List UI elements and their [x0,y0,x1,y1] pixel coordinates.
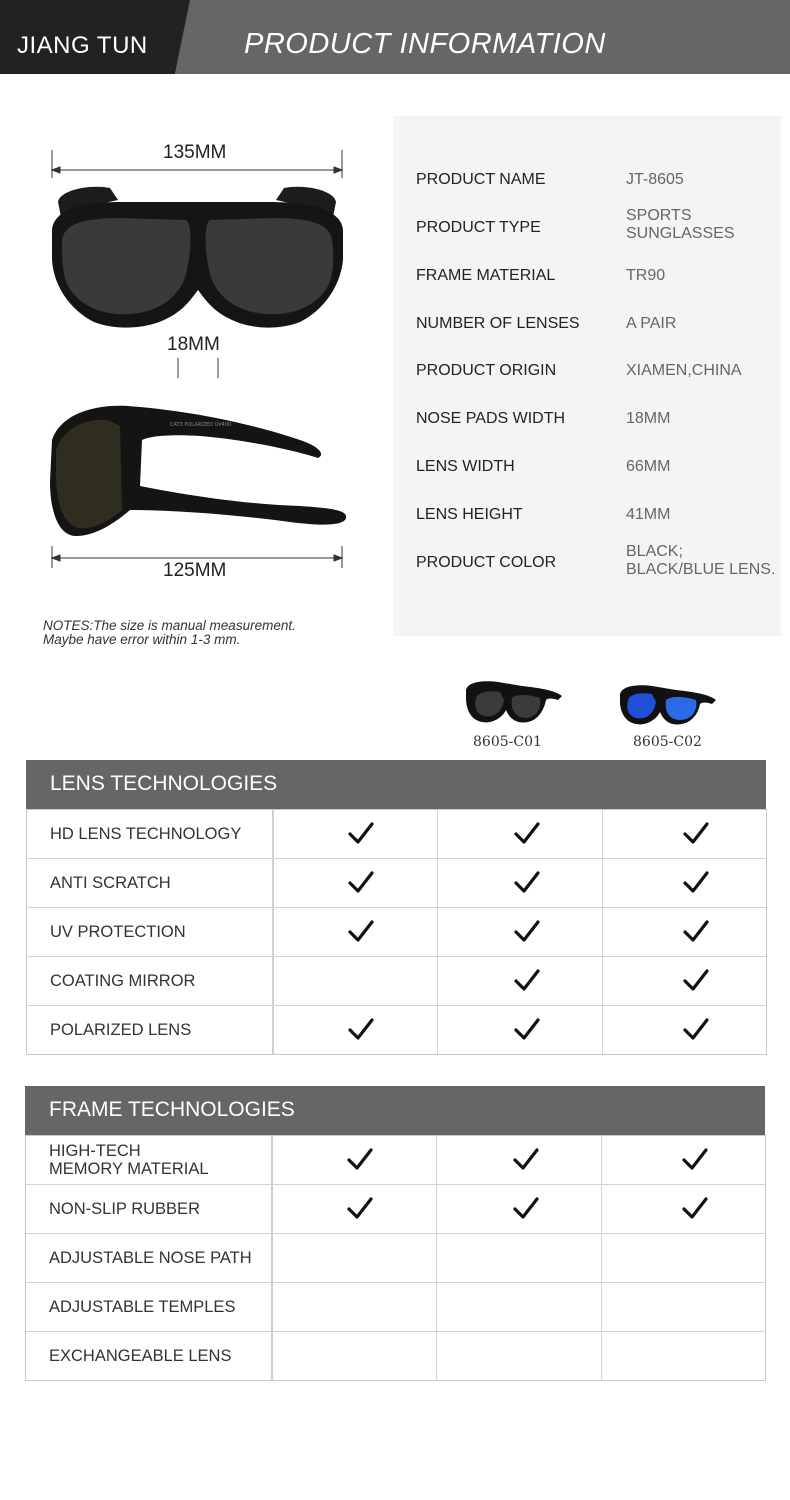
checkmark-icon [514,1017,540,1043]
check-cell [273,1283,436,1331]
table-row [26,1282,765,1331]
variant-code: 8605-C02 [633,734,702,750]
info-label: NUMBER OF LENSES [416,315,580,332]
check-cell [436,1185,600,1233]
checkmark-icon [347,1147,373,1173]
check-cell [602,810,766,858]
bridge-width-label: 18MM [167,334,220,355]
measurement-notes [43,619,296,647]
page-header [0,0,790,74]
table-row [26,1233,765,1282]
temple-length-label: 125MM [163,560,227,581]
check-cell [602,908,766,956]
row-label: HIGH-TECH MEMORY MATERIAL [49,1142,209,1178]
check-cell [437,810,601,858]
row-label-cell [27,859,274,907]
check-cell [601,1283,765,1331]
front-view-glasses [52,187,343,328]
info-value: 18MM [626,410,671,427]
row-label-cell [26,1136,273,1184]
checkmark-icon [682,1147,708,1173]
info-value: 41MM [626,506,671,523]
check-cell [273,1234,436,1282]
checkmark-icon [348,821,374,847]
check-cell [602,859,766,907]
variant-code: 8605-C01 [473,734,542,750]
check-cell [436,1283,600,1331]
row-label-cell [26,1283,273,1331]
row-label-cell [27,810,274,858]
frame-technologies-table [25,1135,766,1381]
row-label: EXCHANGEABLE LENS [49,1347,232,1365]
check-cell [436,1136,600,1184]
page-title: PRODUCT INFORMATION [244,28,606,60]
check-cell [274,810,437,858]
table-row [27,858,766,907]
checkmark-icon [683,821,709,847]
check-cell [437,957,601,1005]
check-cell [601,1234,765,1282]
check-cell [602,957,766,1005]
variant-c02-image [616,680,720,730]
table-row [27,907,766,956]
variant-c01-image [462,676,566,732]
row-label: ANTI SCRATCH [50,874,171,892]
info-value: JT-8605 [626,171,684,188]
row-label: ADJUSTABLE NOSE PATH [49,1249,252,1267]
info-label: NOSE PADS WIDTH [416,410,566,427]
checkmark-icon [514,870,540,896]
brand-name: JIANG TUN [17,32,148,59]
side-view-glasses [50,406,346,536]
notes-line-1: NOTES:The size is manual measurement. [43,618,296,633]
check-cell [274,859,437,907]
info-label: PRODUCT COLOR [416,554,557,571]
info-label: PRODUCT ORIGIN [416,362,557,379]
table-row [26,1135,765,1184]
row-label: ADJUSTABLE TEMPLES [49,1298,236,1316]
row-label: NON-SLIP RUBBER [49,1200,200,1218]
lens-technologies-table [26,809,767,1055]
checkmark-icon [682,1196,708,1222]
checkmark-icon [514,968,540,994]
info-value: SPORTS SUNGLASSES [626,207,735,242]
row-label-cell [27,908,274,956]
checkmark-icon [514,919,540,945]
info-value: XIAMEN,CHINA [626,362,742,379]
info-label: PRODUCT NAME [416,171,546,188]
info-value: TR90 [626,267,666,284]
table-row [26,1184,765,1233]
lens-technologies-title: LENS TECHNOLOGIES [50,772,278,795]
lens-technologies-header [26,760,766,809]
table-row [27,1005,766,1054]
total-width-label: 135MM [163,142,227,163]
check-cell [274,908,437,956]
table-row [26,1331,765,1380]
row-label-cell [27,1006,274,1054]
row-label-cell [26,1185,273,1233]
temple-print: CAT3 POLARIZED UV400 [170,422,232,428]
row-label-cell [26,1332,273,1380]
checkmark-icon [514,821,540,847]
check-cell [436,1332,600,1380]
check-cell [436,1234,600,1282]
row-label: COATING MIRROR [50,972,196,990]
row-label: HD LENS TECHNOLOGY [50,825,242,843]
info-value: BLACK; BLACK/BLUE LENS. [626,543,776,578]
info-label: PRODUCT TYPE [416,219,541,236]
table-row [27,809,766,858]
check-cell [273,1136,436,1184]
check-cell [602,1006,766,1054]
check-cell [437,859,601,907]
frame-technologies-header [25,1086,765,1135]
info-label: LENS WIDTH [416,458,515,475]
row-label-cell [26,1234,273,1282]
table-row [27,956,766,1005]
info-label: LENS HEIGHT [416,506,523,523]
checkmark-icon [348,919,374,945]
check-cell [601,1136,765,1184]
check-cell [437,1006,601,1054]
row-label: UV PROTECTION [50,923,186,941]
checkmark-icon [513,1196,539,1222]
frame-technologies-title: FRAME TECHNOLOGIES [49,1098,295,1121]
check-cell [274,1006,437,1054]
check-cell [273,1332,436,1380]
row-label-cell [27,957,274,1005]
check-cell [274,957,437,1005]
checkmark-icon [513,1147,539,1173]
checkmark-icon [683,968,709,994]
checkmark-icon [683,1017,709,1043]
checkmark-icon [347,1196,373,1222]
bridge-dimension-marks [178,358,218,378]
checkmark-icon [348,1017,374,1043]
check-cell [437,908,601,956]
info-value: 66MM [626,458,671,475]
checkmark-icon [348,870,374,896]
notes-line-2: Maybe have error within 1-3 mm. [43,632,241,647]
info-value: A PAIR [626,315,677,332]
info-label: FRAME MATERIAL [416,267,556,284]
check-cell [601,1332,765,1380]
row-label: POLARIZED LENS [50,1021,192,1039]
check-cell [273,1185,436,1233]
check-cell [601,1185,765,1233]
glasses-drawing [0,90,380,690]
checkmark-icon [683,919,709,945]
checkmark-icon [683,870,709,896]
